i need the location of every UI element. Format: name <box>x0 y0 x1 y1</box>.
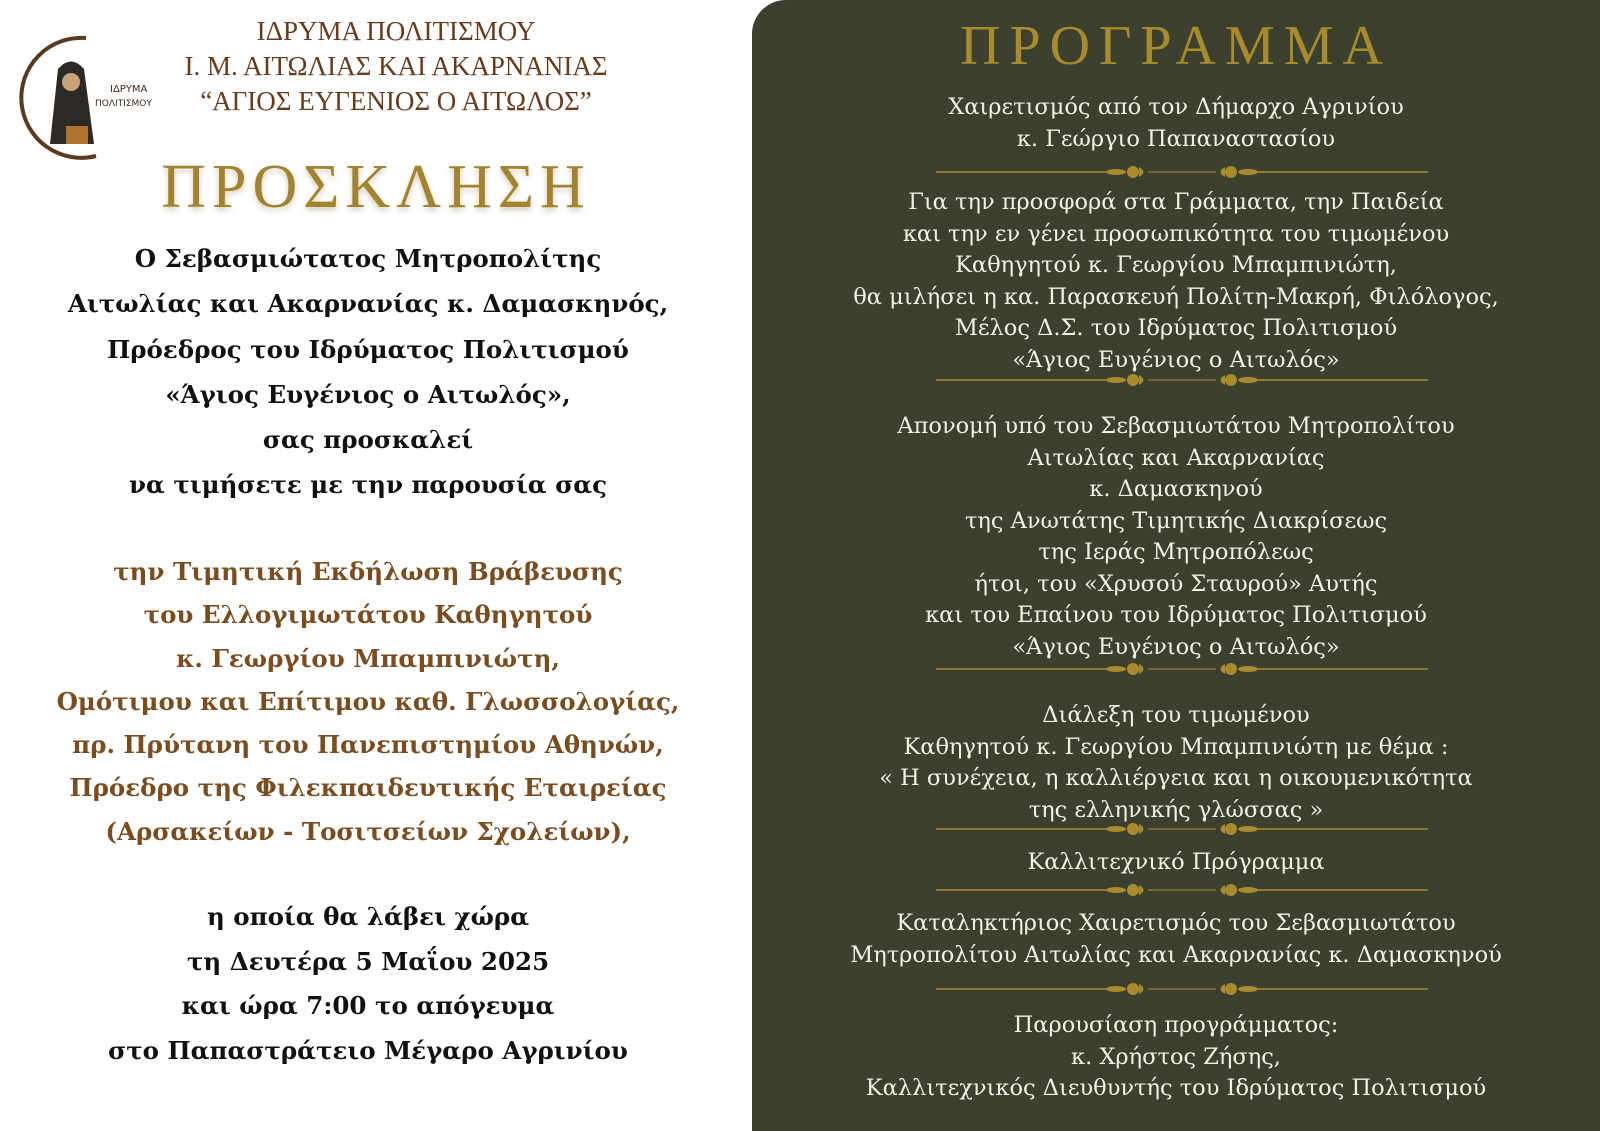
program-line: «Άγιος Ευγένιος ο Αιτωλός» <box>1012 633 1340 660</box>
program-line: θα μιλήσει η κα. Παρασκευή Πολίτη-Μακρή, Φιλόλογος, <box>853 283 1499 310</box>
program-line: Μητροπολίτου Αιτωλίας και Ακαρνανίας κ. Δαμασκηνού <box>850 941 1502 968</box>
program-line: Παρουσίαση προγράμματος: <box>1013 1012 1339 1038</box>
text-line: πρ. Πρύτανη του Πανεπιστημίου Αθηνών, <box>72 730 664 760</box>
event-details <box>0 895 736 1074</box>
svg-text:ΠΟΛΙΤΙΣΜΟΥ: ΠΟΛΙΤΙΣΜΟΥ <box>95 99 152 109</box>
text-line: η οποία θα λάβει χώρα <box>206 902 530 931</box>
header-line: Ι. Μ. ΑΙΤΩΛΙΑΣ ΚΑΙ ΑΚΑΡΝΑΝΙΑΣ <box>184 51 608 81</box>
program-line: ήτοι, του «Χρυσού Σταυρού» Αυτής <box>974 570 1378 597</box>
program-line: « Η συνέχεια, η καλλιέργεια και η οικουμενικότητα <box>879 765 1473 791</box>
program-line: Καθηγητού κ. Γεωργίου Μπαμπινιώτη, <box>955 252 1397 278</box>
program-item <box>752 847 1600 879</box>
program-line: Καθηγητού κ. Γεωργίου Μπαμπινιώτη με θέμα : <box>903 733 1449 760</box>
program-line: κ. Γεώργιο Παπαναστασίου <box>1016 125 1336 152</box>
text-line: να τιμήσετε με την παρουσία σας <box>128 470 608 500</box>
header-line: “ΑΓΙΟΣ ΕΥΓΕΝΙΟΣ Ο ΑΙΤΩΛΟΣ” <box>200 86 592 116</box>
text-line: Ομότιμου και Επίτιμου καθ. Γλωσσολογίας, <box>56 686 680 716</box>
ornament-divider <box>936 165 1428 179</box>
text-line: Πρόεδρο της Φιλεκπαιδευτικής Εταιρείας <box>69 773 667 803</box>
foundation-header <box>0 14 752 119</box>
program-item <box>752 92 1600 155</box>
text-line: κ. Γεωργίου Μπαμπινιώτη, <box>176 643 560 673</box>
text-line: Αιτωλίας και Ακαρνανίας κ. Δαμασκηνός, <box>67 289 669 319</box>
program-line: της Ανωτάτης Τιμητικής Διακρίσεως <box>964 507 1388 534</box>
program-title: ΠΡΟΓΡΑΜΜΑ <box>960 15 1392 77</box>
program-line: Διάλεξη του τιμωμένου <box>1042 702 1310 728</box>
ornament-divider <box>936 822 1428 836</box>
program-line: Καλλιτεχνικός Διευθυντής του Ιδρύματος Πολιτισμού <box>865 1075 1487 1101</box>
text-line: τη Δευτέρα 5 Μαΐου 2025 <box>186 946 550 976</box>
text-line: Ο Σεβασμιώτατος Μητροπολίτης <box>134 244 602 273</box>
program-line: της ελληνικής γλώσσας » <box>1028 796 1324 823</box>
text-line: στο Παπαστράτειο Μέγαρο Αγρινίου <box>108 1036 628 1066</box>
program-line: και την εν γένει προσωπικότητα του τιμωμένου <box>902 220 1450 247</box>
intro-text <box>0 236 736 508</box>
ornament-divider <box>936 883 1428 897</box>
program-item <box>752 187 1600 376</box>
event-text <box>0 550 736 853</box>
text-line: «Άγιος Ευγένιος ο Αιτωλός», <box>165 379 571 409</box>
program-line: Καταληκτήριος Χαιρετισμός του Σεβασμιωτάτου <box>896 910 1456 936</box>
program-line: κ. Χρήστος Ζήσης, <box>1071 1043 1281 1070</box>
text-line: (Αρσακείων - Τοσιτσείων Σχολείων), <box>105 816 631 846</box>
text-line: του Ελλογιμωτάτου Καθηγητού <box>143 600 593 630</box>
text-line: και ώρα 7:00 το απόγευμα <box>181 991 555 1021</box>
header-line: ΙΔΡΥΜΑ ΠΟΛΙΤΙΣΜΟΥ <box>256 16 536 46</box>
text-line: Πρόεδρος του Ιδρύματος Πολιτισμού <box>107 334 629 364</box>
program-line: κ. Δαμασκηνού <box>1089 476 1263 502</box>
ornament-divider <box>936 982 1428 996</box>
program-item <box>752 1010 1600 1105</box>
invitation-title: ΠΡΟΣΚΛΗΣΗ <box>161 153 591 221</box>
program-item <box>752 908 1600 971</box>
program-line: και του Επαίνου του Ιδρύματος Πολιτισμού <box>925 602 1427 628</box>
program-line: Απονομή υπό του Σεβασμιωτάτου Μητροπολίτου <box>897 413 1455 439</box>
program-line: Μέλος Δ.Σ. του Ιδρύματος Πολιτισμού <box>954 315 1398 341</box>
text-line: την Τιμητική Εκδήλωση Βράβευσης <box>113 557 623 586</box>
ornament-divider <box>936 373 1428 387</box>
program-item <box>752 411 1600 663</box>
program-line: «Άγιος Ευγένιος ο Αιτωλός» <box>1012 346 1340 373</box>
text-line: σας προσκαλεί <box>262 425 474 455</box>
ornament-divider <box>936 662 1428 676</box>
invitation-panel <box>0 0 752 1131</box>
program-item <box>752 700 1600 826</box>
program-line: Για την προσφορά στα Γράμματα, την Παιδεία <box>908 189 1444 215</box>
program-line: της Ιεράς Μητροπόλεως <box>1038 539 1314 565</box>
program-line: Χαιρετισμός από τον Δήμαρχο Αγρινίου <box>948 94 1404 120</box>
program-line: Αιτωλίας και Ακαρνανίας <box>1027 444 1325 471</box>
program-line: Καλλιτεχνικό Πρόγραμμα <box>1027 849 1325 875</box>
svg-text:ΙΔΡΥΜΑ: ΙΔΡΥΜΑ <box>110 84 148 95</box>
